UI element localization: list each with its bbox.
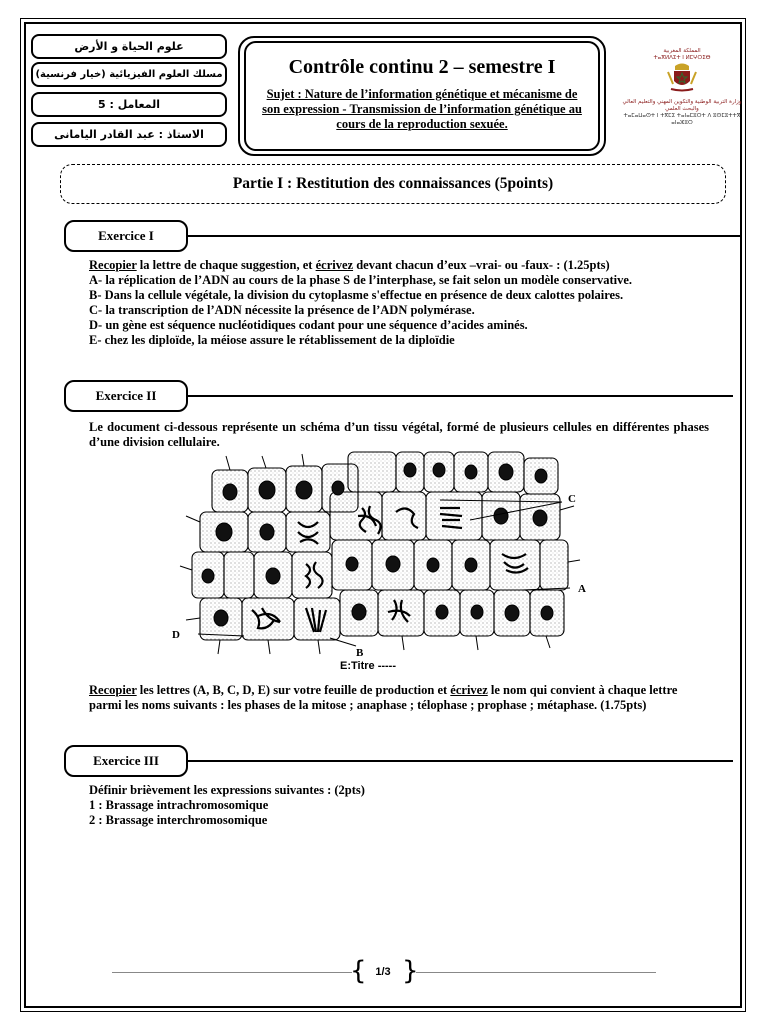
definition-item-2: 2 : Brassage interchromosomique <box>89 813 268 827</box>
suggestion-b: B- Dans la cellule végétale, la division du cytoplasme s'effectue en présence de deux calottes polaires. <box>89 288 624 302</box>
instruction-text: le nom qui convient à chaque lettre parmi les noms suivants : les phases de la mitose ; anaphase ; télophase ; prophase ; métaphase. (1.75pts) <box>89 683 678 712</box>
track-box: مسلك العلوم الفيزيائية (خيار فرنسية) <box>31 62 227 87</box>
teacher-box: الاستاذ : عبد القادر اليامانى <box>31 122 227 147</box>
instruction-verb-recopier: Recopier <box>89 683 137 697</box>
page-number: 1/3 <box>375 966 391 978</box>
exercise-3-header <box>64 745 188 777</box>
exercise-2-rule <box>188 395 733 397</box>
footer-brace-right: } <box>402 956 419 986</box>
exam-title: Contrôle continu 2 – semestre I <box>288 56 556 78</box>
figure-label-d: D <box>172 629 180 641</box>
suggestion-c: C- la transcription de l’ADN nécessite la présence de l’ADN polymérase. <box>89 303 475 317</box>
coat-of-arms-icon <box>665 62 699 92</box>
suggestion-a: A- la réplication de l’ADN au cours de la phase S de l’interphase, se fait selon un modèle conservative. <box>89 273 633 287</box>
exercise-1-header <box>64 220 188 252</box>
logo-kingdom-ar: المملكة المغربية <box>663 48 701 54</box>
exercise-2-header <box>64 380 188 412</box>
exercise-3-instruction: Définir brièvement les expressions suivantes : (2pts) <box>89 783 365 797</box>
footer-rule-right <box>416 972 656 973</box>
logo-ministry-ar: وزارة التربية الوطنية والتكوين المهني والتعليم العالي والبحث العلمي <box>622 99 742 112</box>
subject-box: علوم الحياة و الأرض <box>31 34 227 59</box>
exercise-2-instruction <box>89 683 703 713</box>
exam-subject: Sujet : Nature de l’information génétique et mécanisme de son expression - Transmission de l’information génétique au cours de la reproduction sexuée. <box>262 87 582 131</box>
exercise-1-instruction <box>89 258 709 273</box>
coefficient-box: المعامل : 5 <box>31 92 227 117</box>
suggestion-e: E- chez les diploïde, la méiose assure le rétablissement de la diploïdie <box>89 333 455 347</box>
exercise-1-body <box>89 258 709 348</box>
instruction-text: la lettre de chaque suggestion, et <box>136 258 316 272</box>
figure-label-c: C <box>568 493 576 505</box>
footer-rule-left <box>112 972 352 973</box>
definition-item-1: 1 : Brassage intrachromosomique <box>89 798 269 812</box>
exercise-1-rule <box>188 235 740 237</box>
exercise-2-label: Exercice II <box>64 380 188 412</box>
exercise-2-intro: Le document ci-dessous représente un schéma d’un tissu végétal, formé de plusieurs cellules en différentes phases d’une division cellulaire. <box>89 420 709 449</box>
instruction-verb-ecrivez: écrivez <box>315 258 354 272</box>
figure-label-a: A <box>578 583 586 595</box>
suggestion-d: D- un gène est séquence nucléotidiques codant pour une séquence d’acides aminés. <box>89 318 528 332</box>
part-heading: Partie I : Restitution des connaissances (5points) <box>60 164 726 204</box>
exercise-3-body <box>89 783 709 828</box>
instruction-verb-ecrivez: écrivez <box>450 683 488 697</box>
ministry-logo <box>616 48 748 144</box>
plant-tissue-diagram <box>170 450 590 660</box>
logo-ministry-tif: ⵜⴰⵎⴰⵡⴰⵙⵜ ⵏ ⵜⴳⵎⵉ ⵜⴰⵏⴰⵎⵓⵔⵜ ⴷ ⵓⵙⵎⵓⵜⵜⴳ ⴰⵏⴰⵣⵓⵔ <box>623 113 741 126</box>
exercise-3-label: Exercice III <box>64 745 188 777</box>
footer-brace-left: { <box>350 956 367 986</box>
logo-kingdom-tif: ⵜⴰⴳⵍⴷⵉⵜ ⵏ ⵍⵎⵖⵔⵉⴱ <box>653 55 711 61</box>
title-box <box>244 41 600 151</box>
instruction-text: les lettres (A, B, C, D, E) sur votre feuille de production et <box>136 683 451 697</box>
instruction-verb-recopier: Recopier <box>89 258 137 272</box>
exercise-1-label: Exercice I <box>64 220 188 252</box>
exercise-3-rule <box>188 760 733 762</box>
instruction-text: devant chacun d’eux –vrai- ou -faux- : (1.25pts) <box>353 258 610 272</box>
figure-label-b: B <box>356 647 364 659</box>
figure-caption: E:Titre ----- <box>340 660 397 672</box>
